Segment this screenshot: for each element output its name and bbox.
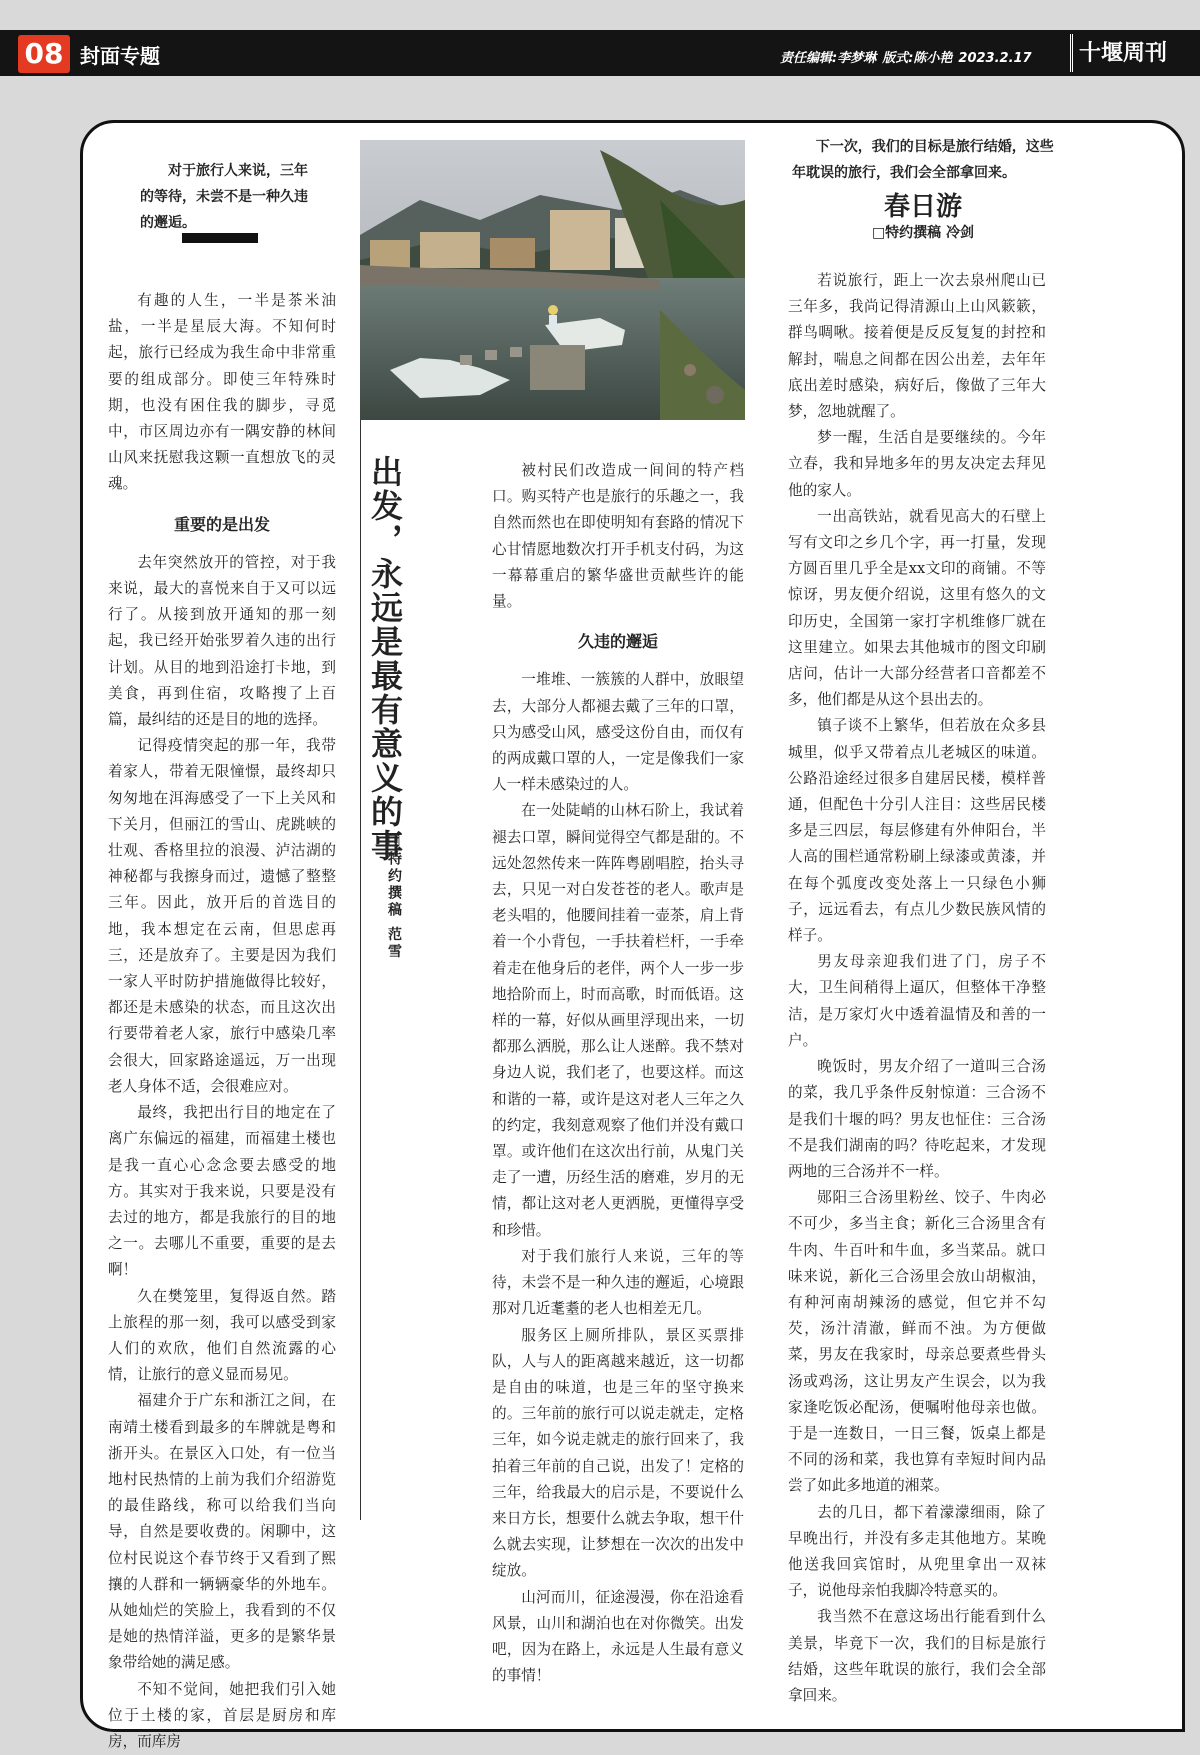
paragraph: 被村民们改造成一间间的特产档口。购买特产也是旅行的乐趣之一，我自然而然也在即使明知有套路的情况下心甘情愿地数次打开手机支付码，为这一幕幕重启的繁华盛世贡献些许的能量。 bbox=[492, 462, 744, 611]
village-river-photo bbox=[360, 140, 745, 420]
article2-lead: 下一次，我们的目标是旅行结婚，这些年耽误的旅行，我们会全部拿回来。 bbox=[792, 139, 1054, 181]
paragraph: 久在樊笼里，复得返自然。踏上旅程的那一刻，我可以感受到家人们的欢欣，他们自然流露的心情，让旅行的意义显而易见。 bbox=[108, 1287, 336, 1384]
paragraph: 郧阳三合汤里粉丝、饺子、牛肉必不可少，多当主食；新化三合汤里含有牛肉、牛百叶和牛血，多当菜品。就口味来说，新化三合汤里会放山胡椒油，有种河南胡辣汤的感觉，但它并不勾芡，汤汁清澈，鲜而不浊。为方便做菜，男友在我家时，母亲总要煮些骨头汤或鸡汤，这让男友产生误会，以为我家逢吃饭必配汤，便嘱咐他母亲也做。于是一连数日，一日三餐，饭桌上都是不同的汤和菜，我也算有幸短时间内品尝了如此多地道的湘菜。 bbox=[788, 1189, 1046, 1495]
paragraph: 记得疫情突起的那一年，我带着家人，带着无限憧憬，最终却只匆匆地在洱海感受了一下上关风和下关月，但丽江的雪山、虎跳峡的壮观、香格里拉的浪漫、泸沽湖的神秘都与我擦身而过，遗憾了整整三年。因此，放开后的首选目的地，我本想定在云南，但思虑再三，还是放弃了。主要是因为我们一家人平时防护措施做得比较好，都还是未感染的状态，而且这次出行要带着老人家，旅行中感染几率会很大，回家路途遥远，万一出现老人身体不适，会很难应对。 bbox=[108, 737, 336, 1095]
paragraph: 镇子谈不上繁华，但若放在众多县城里，似乎又带着点儿老城区的味道。公路沿途经过很多自建居民楼，模样普通，但配色十分引人注目：这些居民楼多是三四层，每层修建有外伸阳台，半人高的围栏通常粉刷上绿漆或黄漆，并在每个弧度改变处落上一只绿色小狮子，远远看去，有点儿少数民族风情的样子。 bbox=[788, 717, 1046, 945]
editor-credit: 责任编辑:李梦琳 bbox=[780, 51, 877, 66]
paragraph: 有趣的人生，一半是茶米油盐，一半是星辰大海。不知何时起，旅行已经成为我生命中非常重要的组成部分。即使三年特殊时期，也没有困住我的脚步，寻觅中，市区周边亦有一隅安静的林间山风来抚慰我这颗一直想放飞的灵魂。 bbox=[108, 292, 336, 493]
article2-column bbox=[788, 268, 1046, 1709]
article1-byline: □特约撰稿 范雪 bbox=[386, 832, 402, 961]
paragraph: 一出高铁站，就看见高大的石壁上写有文印之乡几个字，再一打量，发现方圆百里几乎全是xx文印的商铺。不等惊讶，男友便介绍说，这里有悠久的文印历史，全国第一家打字机维修厂就在这里建立。如果去其他城市的图文印刷店问，估计一大部分经营者口音都差不多，他们都是从这个县出去的。 bbox=[788, 507, 1046, 709]
paragraph: 若说旅行，距上一次去泉州爬山已三年多，我尚记得清源山上山风簌簌，群鸟啁啾。接着便是反反复复的封控和解封，喘息之间都在因公出差，去年年底出差时感染，病好后，像做了三年大梦，忽地就醒了。 bbox=[788, 272, 1046, 421]
paragraph: 晚饭时，男友介绍了一道叫三合汤的菜，我几乎条件反射惊道：三合汤不是我们十堰的吗？男友也怔住：三合汤不是我们湖南的吗？待吃起来，才发现两地的三合汤并不一样。 bbox=[788, 1058, 1046, 1180]
paragraph: 去的几日，都下着濛濛细雨，除了早晚出行，并没有多走其他地方。某晚他送我回宾馆时，从兜里拿出一双袜子，说他母亲怕我脚冷特意买的。 bbox=[788, 1503, 1046, 1600]
paragraph: 不知不觉间，她把我们引入她位于土楼的家，首层是厨房和库房，而库房 bbox=[108, 1680, 336, 1750]
article1-column-1 bbox=[108, 288, 336, 1755]
article2-byline: □特约撰稿 冷剑 bbox=[871, 225, 975, 241]
article1-lead: 对于旅行人来说，三年的等待，未尝不是一种久违的邂逅。 bbox=[140, 163, 308, 231]
publication-name: 十堰周刊 bbox=[1070, 34, 1173, 72]
paragraph: 梦一醒，生活自是要继续的。今年立春，我和异地多年的男友决定去拜见他的家人。 bbox=[788, 429, 1046, 499]
subheading: 久违的邂逅 bbox=[577, 632, 658, 652]
paragraph: 在一处陡峭的山林石阶上，我试着褪去口罩，瞬间觉得空气都是甜的。不远处忽然传来一阵阵粤剧唱腔，抬头寻去，只见一对白发苍苍的老人。歌声是老头唱的，他腰间挂着一壶茶，肩上背着一个小背包，一手扶着栏杆，一手牵着走在他身后的老伴，两个人一步一步地拾阶而上，时而高歌，时而低语。这样的一幕，好似从画里浮现出来，一切都那么洒脱，那么让人迷醉。我不禁对身边人说，我们老了，也要这样。而这和谐的一幕，或许是这对老人三年之久的约定，我刻意观察了他们并没有戴口罩。或许他们在这次出行前，从鬼门关走了一遭，历经生活的磨难，岁月的无情，都让这对老人更洒脱，更懂得享受和珍惜。 bbox=[492, 802, 744, 1239]
paragraph: 最终，我把出行目的地定在了离广东偏远的福建，而福建土楼也是我一直心心念念要去感受的地方。其实对于我来说，只要是没有去过的地方，都是我旅行的目的地之一。去哪儿不重要，重要的是去啊！ bbox=[108, 1104, 336, 1279]
土楼-photo bbox=[360, 140, 745, 420]
layout-credit: 版式:陈小艳 bbox=[882, 51, 953, 66]
issue-date: 2023.2.17 bbox=[958, 51, 1032, 66]
article1-column-2 bbox=[492, 458, 744, 1689]
section-title: 封面专题 bbox=[80, 44, 160, 68]
paragraph: 我当然不在意这场出行能看到什么美景，毕竟下一次，我们的目标是旅行结婚，这些年耽误的旅行，我们会全部拿回来。 bbox=[788, 1608, 1046, 1704]
paragraph: 一堆堆、一簇簇的人群中，放眼望去，大部分人都褪去戴了三年的口罩，只为感受山风，感受这份自由，而仅有的两成戴口罩的人，一定是像我们一家人一样未感染过的人。 bbox=[492, 671, 744, 794]
paragraph: 山河而川，征途漫漫，你在沿途看风景，山川和湖泊也在对你微笑。出发吧，因为在路上，永远是人生最有意义的事情！ bbox=[492, 1588, 744, 1685]
article1-title: 出发，永远是最有意义的事 bbox=[366, 455, 404, 863]
subheading: 重要的是出发 bbox=[173, 514, 270, 534]
paragraph: 对于我们旅行人来说，三年的等待，未尝不是一种久违的邂逅，心境跟那对几近耄耋的老人也相差无几。 bbox=[492, 1247, 744, 1318]
paragraph: 去年突然放开的管控，对于我来说，最大的喜悦来自于又可以远行了。从接到放开通知的那一刻起，我已经开始张罗着久违的出行计划。从目的地到沿途打卡地，到美食，再到住宿，攻略搜了上百篇，最纠结的还是目的地的选择。 bbox=[108, 553, 336, 729]
page-number: 08 bbox=[18, 35, 70, 73]
article2-title: 春日游 bbox=[883, 192, 962, 222]
paragraph: 服务区上厕所排队，景区买票排队，人与人的距离越来越近，这一切都是自由的味道，也是三年的坚守换来的。三年前的旅行可以说走就走，定格三年，如今说走就走的旅行回来了，我拍着三年前的自己说，出发了！定格的三年，给我最大的启示是，不要说什么来日方长，想要什么就去争取，想干什么就去实现，让梦想在一次次的出发中绽放。 bbox=[492, 1326, 744, 1580]
lead-divider bbox=[182, 233, 258, 243]
paragraph: 男友母亲迎我们进了门，房子不大，卫生间稍得上逼仄，但整体干净整洁，是万家灯火中透着温情及和善的一户。 bbox=[788, 953, 1046, 1049]
editor-credits bbox=[780, 47, 1098, 66]
paragraph: 福建介于广东和浙江之间，在南靖土楼看到最多的车牌就是粤和浙开头。在景区入口处，有一位当地村民热情的上前为我们介绍游览的最佳路线，称可以给我们当向导，自然是要收费的。闲聊中，这位村民说这个春节终于又看到了熙攘的人群和一辆辆豪华的外地车。从她灿烂的笑脸上，我看到的不仅是她的热情洋溢，更多的是繁华景象带给她的满足感。 bbox=[108, 1392, 336, 1672]
